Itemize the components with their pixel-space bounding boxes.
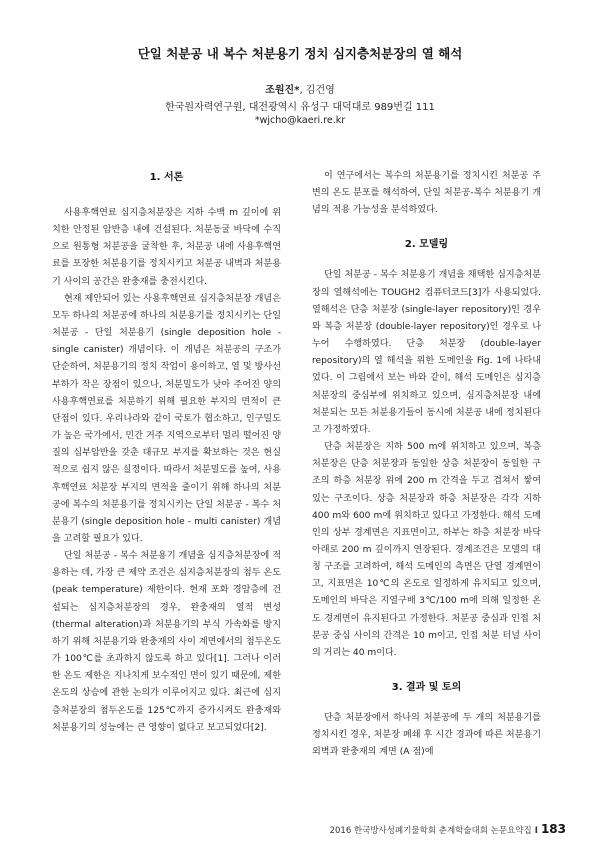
affiliation: 한국원자력연구원, 대전광역시 유성구 대덕대로 989번길 111 <box>165 102 435 113</box>
left-column <box>52 168 281 737</box>
section-title-results: 3. 결과 및 토의 <box>391 682 462 694</box>
right-column <box>312 168 541 762</box>
paragraph: 단일 처분공 - 복수 처분용기 개념을 채택한 심지층처분장의 열해석에는 TOUGH2 컴퓨터코드[3]가 사용되었다. 열해석은 단층 처분장 (single-layer repository)인 경우와 복층 처분장 (double-layer repository)인 경우로 나누어 수행하였다. 단층 처분장 (double-layer repository)의 열 해석을 위한 도메인을 Fig. 1에 나타내었다. 이 그림에서 보는 바와 같이, 해석 도메인은 심지층처분장의 중심부에 위치하고 있으며, 심지층처분장 내에 처분되는 모든 처분용기들이 동시에 처분공 내에 정치된다고 가정하였다. <box>312 270 541 435</box>
co-author: , 김건영 <box>299 85 335 96</box>
page-footer <box>330 822 566 836</box>
paragraph: 단일 처분공 - 복수 처분용기 개념을 심지층처분장에 적용하는 데, 가장 큰 제약 조건은 심지층처분장의 첨두 온도(peak temperature) 제한이다. 현재 포화 경암층에 건설되는 심지층처분장의 경우, 완충재의 열적 변성(thermal alteration)과 처분용기의 부식 가속화를 방지하기 위해 처분용기와 완충재의 사이 계면에서의 첨두온도가 100℃를 초과하지 않도록 하고 있다[1]. 그러나 이러한 온도 제한은 지나치게 보수적인 면이 있기 때문에, 제한 온도의 상승에 관한 논의가 이루어지고 있다. 최근에 심지층처분장의 첨두온도를 125℃까지 증가시켜도 완충재와 처분용기의 성능에는 큰 영향이 없다고 보고되었다[2]. <box>52 551 281 733</box>
paragraph: 현재 제안되어 있는 사용후핵연료 심지층처분장 개념은 모두 하나의 처분공에 하나의 처분용기를 정치시키는 단일 처분공 - 단일 처분용기 (single deposition hole - single canister) 개념이다. 이 개념은 처분공의 구조가 단순하여, 처분용기의 정치 작업이 용이하고, 열 및 방사선 부하가 작은 장점이 있으나, 처분밀도가 낮아 주어진 양의 사용후핵연료를 처분하기 위해 필요한 부지의 면적이 큰 단점이 있다. 우리나라와 같이 국토가 협소하고, 인구밀도가 높은 국가에서, 민간 거주 지역으로부터 멀리 떨어진 양질의 심부암반을 갖춘 대규모 부지를 확보하는 것은 현실적으로 쉽지 않은 실정이다. 따라서 처분밀도를 높여, 사용후핵연료 처분장 부지의 면적을 줄이기 위해 하나의 처분공에 복수의 처분용기를 정치시키는 단일 처분공 - 복수 처분용기 (single deposition hole - multi canister) 개념을 고려할 필요가 있다. <box>52 293 281 544</box>
author-email: *wjcho@kaeri.re.kr <box>254 115 346 126</box>
paragraph: 사용후핵연료 심지층처분장은 지하 수백 m 깊이에 위치한 안정된 암반층 내에 건설된다. 처분동굴 바닥에 수직으로 원통형 처분공을 굴착한 후, 처분공 내에 사용후핵연료를 포장한 처분용기를 정치시키고 처분공 내벽과 처분용기 사이의 공간은 완충재를 충전시킨다. <box>52 208 281 287</box>
paragraph: 이 연구에서는 복수의 처분용기를 정치시킨 처분공 주변의 온도 분포를 해석하여, 단일 처분공-복수 처분용기 개념의 적용 가능성을 분석하였다. <box>312 171 541 216</box>
footer-separator: I <box>534 826 538 836</box>
page-number: 183 <box>540 822 566 836</box>
paragraph: 단층 처분장에서 하나의 처분공에 두 개의 처분용기를 정치시킨 경우, 처분장 폐쇄 후 시간 경과에 따른 처분용기 외벽과 완충재의 계면 (A 점)에 <box>312 713 541 758</box>
section-title-modeling: 2. 모델링 <box>404 239 449 251</box>
paper-title: 단일 처분공 내 복수 처분용기 정치 심지층처분장의 열 해석 <box>137 46 463 61</box>
section-title-introduction: 1. 서론 <box>149 172 184 183</box>
paragraph: 단층 처분장은 지하 500 m에 위치하고 있으며, 복층 처분장은 단층 처분장과 동일한 상층 처분장이 동일한 구조의 하층 처분장 위에 200 m 간격을 두고 겹쳐서 쌓여 있는 구조이다. 상층 처분장과 하층 처분장은 각각 지하 400 m와 600 m에 위치하고 있다고 가정한다. 해석 도메인의 상부 경계면은 지표면이고, 하부는 하층 처분장 바닥 아래로 200 m 깊이까지 연장된다. 경계조건은 모델의 대칭 구조를 고려하여, 해석 도메인의 측면은 단열 경계면이고, 지표면은 10℃의 온도로 일정하게 유지되고 있으며, 도메인의 바닥은 지열구배 3℃/100 m에 의해 일정한 온도 경계면이 유지된다고 가정한다. 처분공 중심과 인접 처분공 중심 사이의 간격은 10 m이고, 인접 처분 터널 사이의 거리는 40 m이다. <box>312 442 541 658</box>
corresponding-author: 조원진* <box>265 85 300 96</box>
author-line <box>0 81 600 96</box>
proceedings-name: 2016 한국방사성폐기물학회 춘계학술대회 논문요약집 <box>329 826 532 836</box>
